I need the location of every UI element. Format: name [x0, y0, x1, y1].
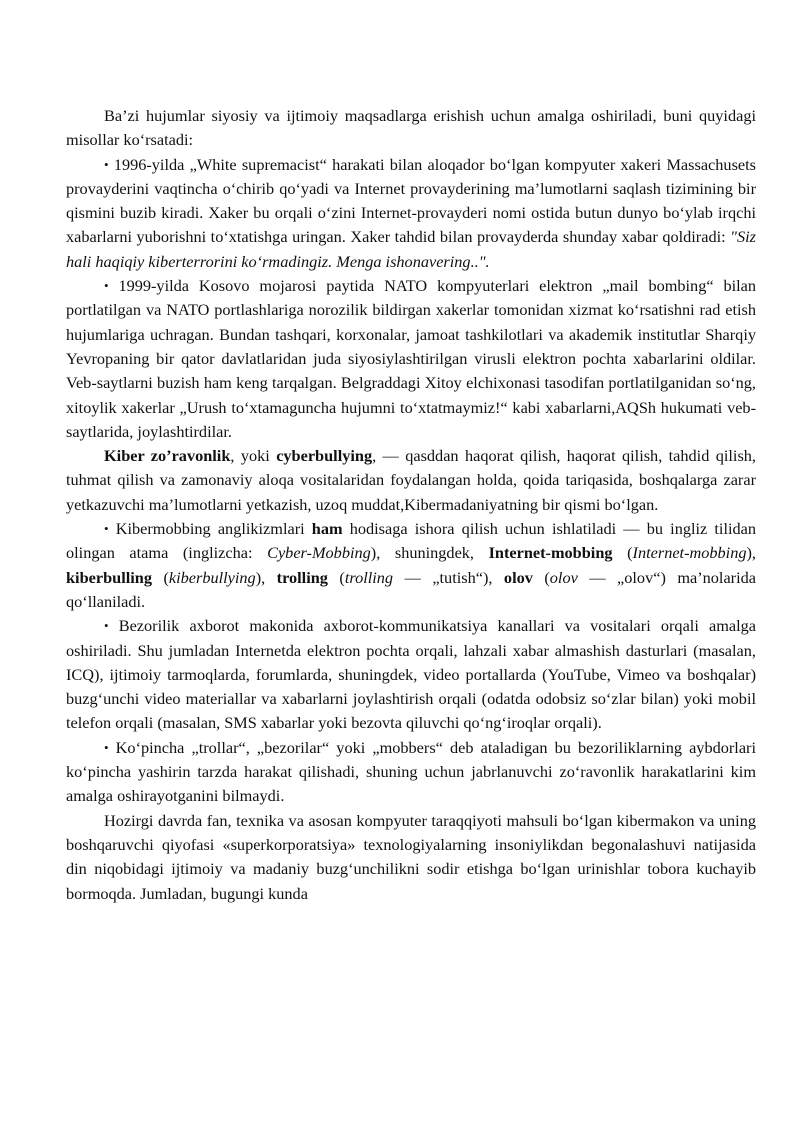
italic-text: olov — [549, 567, 578, 587]
bullet-paragraph — [66, 517, 756, 614]
bold-term: cyberbullying — [276, 446, 373, 466]
bullet-icon: • — [104, 278, 109, 294]
italic-text: "Siz hali haqiqiy kiberterrorini ko‘rmadingiz. Menga ishonavering..". — [66, 227, 756, 271]
bold-term: kiberbulling — [66, 567, 152, 587]
bold-term: trolling — [276, 567, 328, 587]
italic-text: Cyber-Mobbing — [267, 543, 371, 563]
italic-text: trolling — [344, 567, 394, 587]
text-run: — „tutish“), — [393, 567, 504, 587]
paragraph — [66, 809, 756, 906]
text-run: ( — [151, 567, 169, 587]
text-run: 1996-yilda „White supremacist“ harakati bilan aloqador bo‘lgan kompyuter xakeri Massachusets provayderini vaqtincha o‘chirib qo‘yadi va Internet provayderining ma’lumotlarni saqlash tizimining bir qismini buzib kiradi. Xaker bu orqali o‘zini Internet-provayderi nomi ostida butun dunyo bo‘ylab irqchi xabarlarni yuborishni to‘xtatishga uringan. Xaker tahdid bilan provayderda shunday xabar qoldiradi: — [66, 154, 756, 247]
bullet-paragraph — [66, 274, 756, 444]
bullet-icon: • — [104, 739, 109, 755]
text-run: Ko‘pincha „trollar“, „bezorilar“ yoki „mobbers“ deb ataladigan bu bezoriliklarning aybdorlari ko‘pincha yashirin tarzda harakat qilishadi, shuning uchun jabrlanuvchi zo‘ravonlik harakatlarini kim amalga oshirayotganini bilmaydi. — [66, 737, 756, 806]
bold-term: olov — [503, 567, 533, 587]
text-run: — „olov“) ma’nolarida qo‘llaniladi. — [66, 567, 756, 611]
text-run: , — qasddan haqorat qilish, haqorat qilish, tahdid qilish, tuhmat qilish va zamonaviy aloqa vositalaridan foydalangan holda, qoida tariqasida, boshqalarga zarar yetkazuvchi ma’lumotlarni yetkazish, uzoq muddat,Kibermadaniyatning bir qismi bo‘lgan. — [66, 446, 756, 514]
italic-text: Internet-mobbing — [632, 543, 747, 563]
bold-term: ham — [311, 519, 343, 539]
text-run: 1999-yilda Kosovo mojarosi paytida NATO kompyuterlari elektron „mail bombing“ bilan portlatilgan va NATO portlashlariga norozilik bildirgan xakerlar tomonidan xizmat ko‘rsatishni rad etish hujumlariga uchragan. Bundan tashqari, korxonalar, jamoat tashkilotlari va akademik institutlar Sharqiy Yevropaning bir qator davlatlaridan juda siyosiylashtirilgan virusli elektron pochta xabarlarini oldilar. Veb-saytlarni buzish ham keng tarqalgan. Belgraddagi Xitoy elchixonasi tasodifan portlatilganidan so‘ng, xitoylik xakerlar „Urush to‘xtamaguncha hujumni to‘xtatmaymiz!“ kabi xabarlarni,AQSh hukumati veb-saytlarida, joylashtirdilar. — [66, 276, 756, 441]
bullet-icon: • — [104, 618, 109, 634]
text-run: ( — [612, 543, 633, 563]
document-body — [66, 104, 756, 906]
bold-term: Internet-mobbing — [488, 543, 613, 563]
text-run: ), shuningdek, — [370, 543, 489, 563]
bullet-icon: • — [104, 521, 109, 537]
paragraph — [66, 104, 756, 153]
text-run: Hozirgi davrda fan, texnika va asosan kompyuter taraqqiyoti mahsuli bo‘lgan kibermakon va uning boshqaruvchi qiyofasi «superkorporatsiya» texnologiyalarning insoniylikdan begonalashuvi natijasida din niqobidagi ijtimoiy va madaniy buzg‘unchilikni sodir etishga bo‘lgan urinishlar tobora kuchayib bormoqda. Jumladan, bugungi kunda — [66, 810, 756, 903]
bullet-icon: • — [104, 156, 109, 172]
paragraph — [66, 444, 756, 517]
italic-text: kiberbullying — [168, 567, 256, 587]
text-run: ), — [255, 567, 277, 587]
text-run: hodisaga ishora qilish uchun ishlatiladi — bu ingliz tilidan olingan atama (inglizcha: — [66, 519, 757, 563]
text-run: Bezorilik axborot makonida axborot-kommunikatsiya kanallari va vositalari orqali amalga oshiriladi. Shu jumladan Internetda elektron pochta orqali, lahzali xabar almashish dasturlari (masalan, ICQ), ijtimoiy tarmoqlarda, forumlarda, shuningdek, video portallarda (YouTube, Vimeo va boshqalar) buzg‘unchi video materiallar va xabarlarni joylashtirish orqali (odatda odobsiz so‘zlar bilan) yoki mobil telefon orqali (masalan, SMS xabarlar yoki bezovta qiluvchi qo‘ng‘iroqlar orqali). — [66, 616, 756, 733]
bold-term: Kiber zo’ravonlik — [104, 446, 231, 466]
bullet-paragraph — [66, 153, 756, 274]
text-run: Kibermobbing anglikizmlari — [115, 519, 312, 539]
bullet-paragraph — [66, 614, 756, 735]
text-run: ), — [746, 543, 756, 563]
text-run: ( — [532, 567, 550, 587]
bullet-paragraph — [66, 736, 756, 809]
text-run: ( — [327, 567, 345, 587]
text-run: Ba’zi hujumlar siyosiy va ijtimoiy maqsadlarga erishish uchun amalga oshiriladi, buni quyidagi misollar ko‘rsatadi: — [66, 106, 756, 150]
text-run: , yoki — [230, 446, 277, 466]
